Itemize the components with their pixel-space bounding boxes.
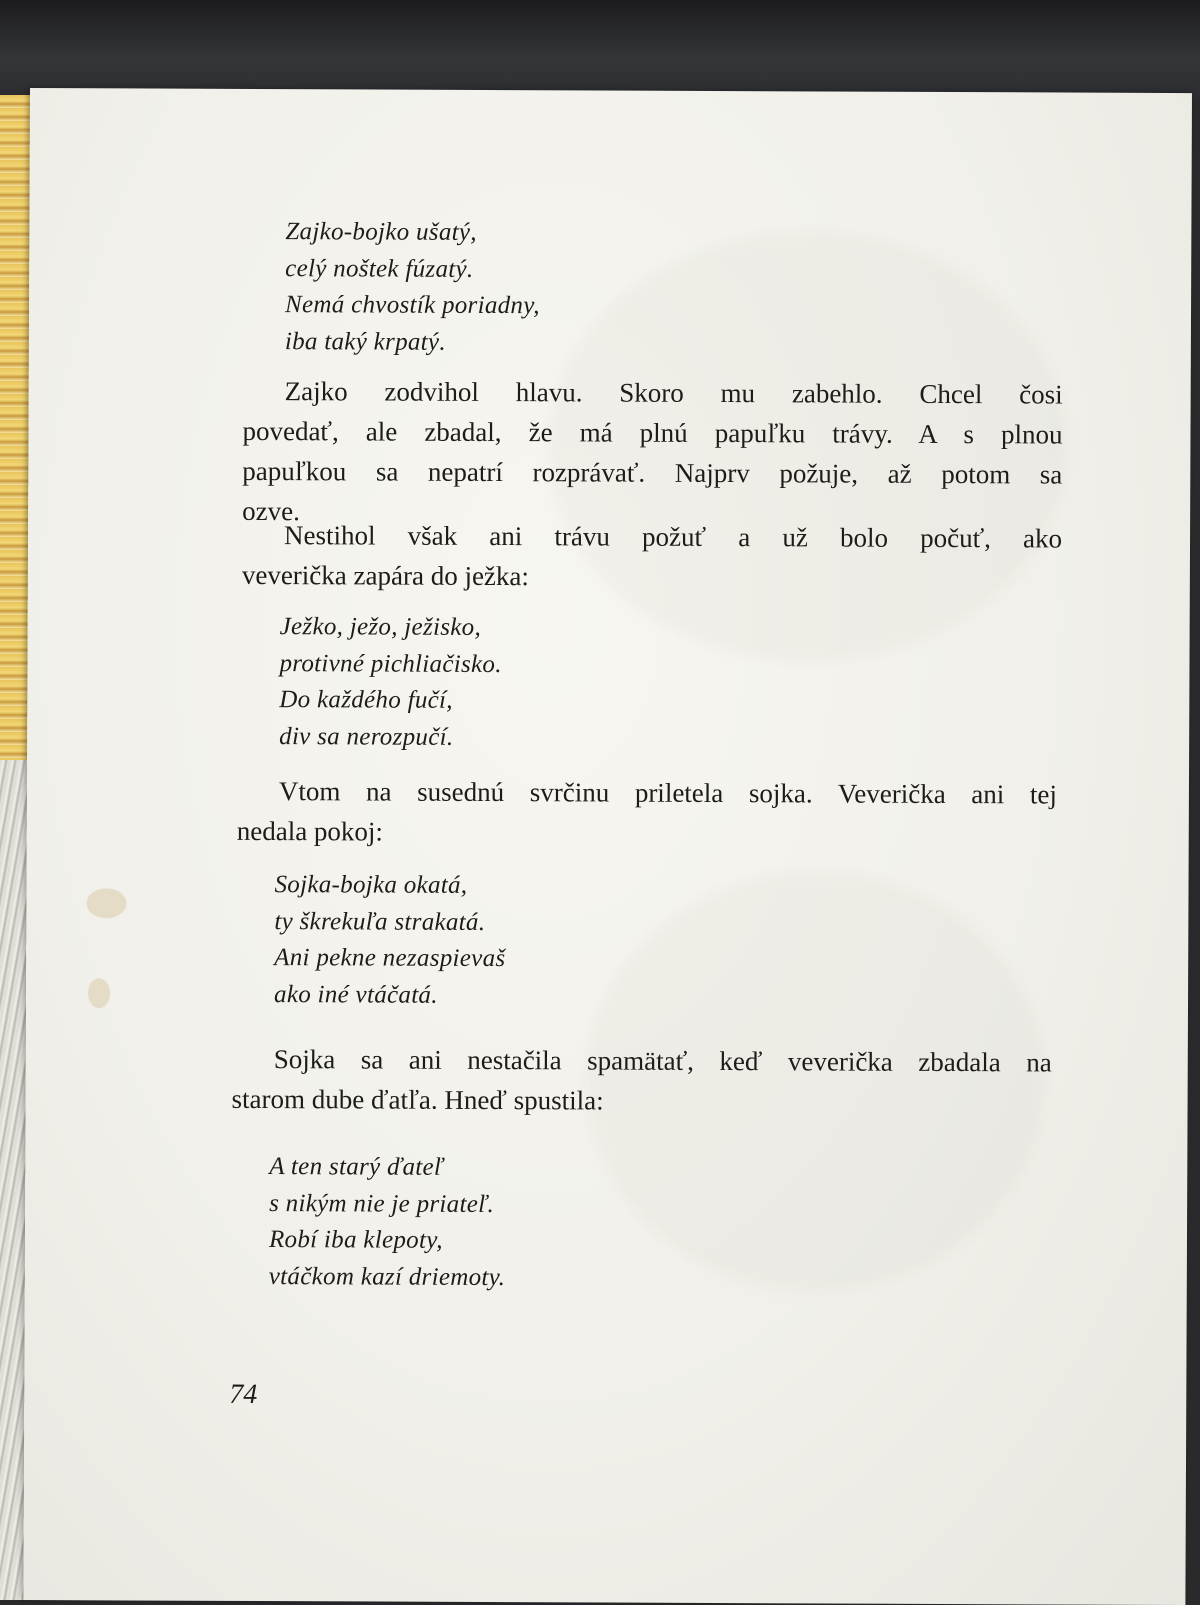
verse-line: Do každého fučí, [279,686,453,714]
background-surface [0,0,1200,100]
text-line: starom dube ďatľa. Hneď spustila: [231,1083,604,1116]
verse-line: vtáčkom kazí driemoty. [268,1262,506,1291]
text-line: ozve. [242,495,300,527]
paragraph-hedgehog-intro [242,515,1062,599]
verse-line: ako iné vtáčatá. [273,980,438,1009]
verse-woodpecker [269,1149,506,1296]
text-line: papuľkou sa nepatrí rozprávať. Najprv požuje, až potom sa [242,455,1063,490]
verse-line: A ten starý ďateľ [269,1153,444,1181]
verse-line: Zajko-bojko ušatý, [285,218,477,246]
verse-line: ty škrekuľa strakatá. [274,907,486,936]
text-line: Nestihol však ani trávu požuť a už bolo počuť, ako [283,520,1063,554]
page-stain [88,978,110,1008]
text-line: Sojka sa ani nestačila spamätať, keď veverička zbadala na [273,1044,1052,1078]
verse-line: Ani pekne nezaspievaš [274,944,506,973]
verse-jay [274,867,506,1014]
page-number: 74 [229,1378,258,1411]
verse-hedgehog [279,609,502,756]
text-line: veverička zapára do ježka: [241,559,530,592]
text-line: Vtom na susednú svrčinu priletela sojka. Veverička ani tej [278,776,1057,810]
verse-line: protivné pichliačisko. [279,649,502,678]
paragraph-jay-intro [237,771,1057,855]
verse-rabbit [285,214,540,361]
text-line: Zajko zodvihol hlavu. Skoro mu zabehlo. Chcel čosi [284,376,1063,410]
verse-line: Sojka-bojka okatá, [274,871,468,899]
paragraph-woodpecker-intro [232,1039,1052,1123]
book-page [23,88,1192,1605]
verse-line: s nikým nie je priateľ. [269,1189,495,1218]
verse-line: iba taký krpatý. [284,327,446,356]
text-line: nedala pokoj: [236,815,384,847]
text-line: povedať, ale zbadal, že má plnú papuľku trávy. A s plnou [242,415,1063,450]
page-stain [86,888,126,918]
verse-line: Nemá chvostík poriadny, [284,291,540,320]
verse-line: Ježko, ježo, ježisko, [279,613,482,641]
verse-line: celý noštek fúzatý. [285,254,474,283]
verse-line: Robí iba klepoty, [268,1226,443,1254]
paragraph-rabbit [242,371,1063,535]
verse-line: div sa nerozpučí. [279,722,454,751]
